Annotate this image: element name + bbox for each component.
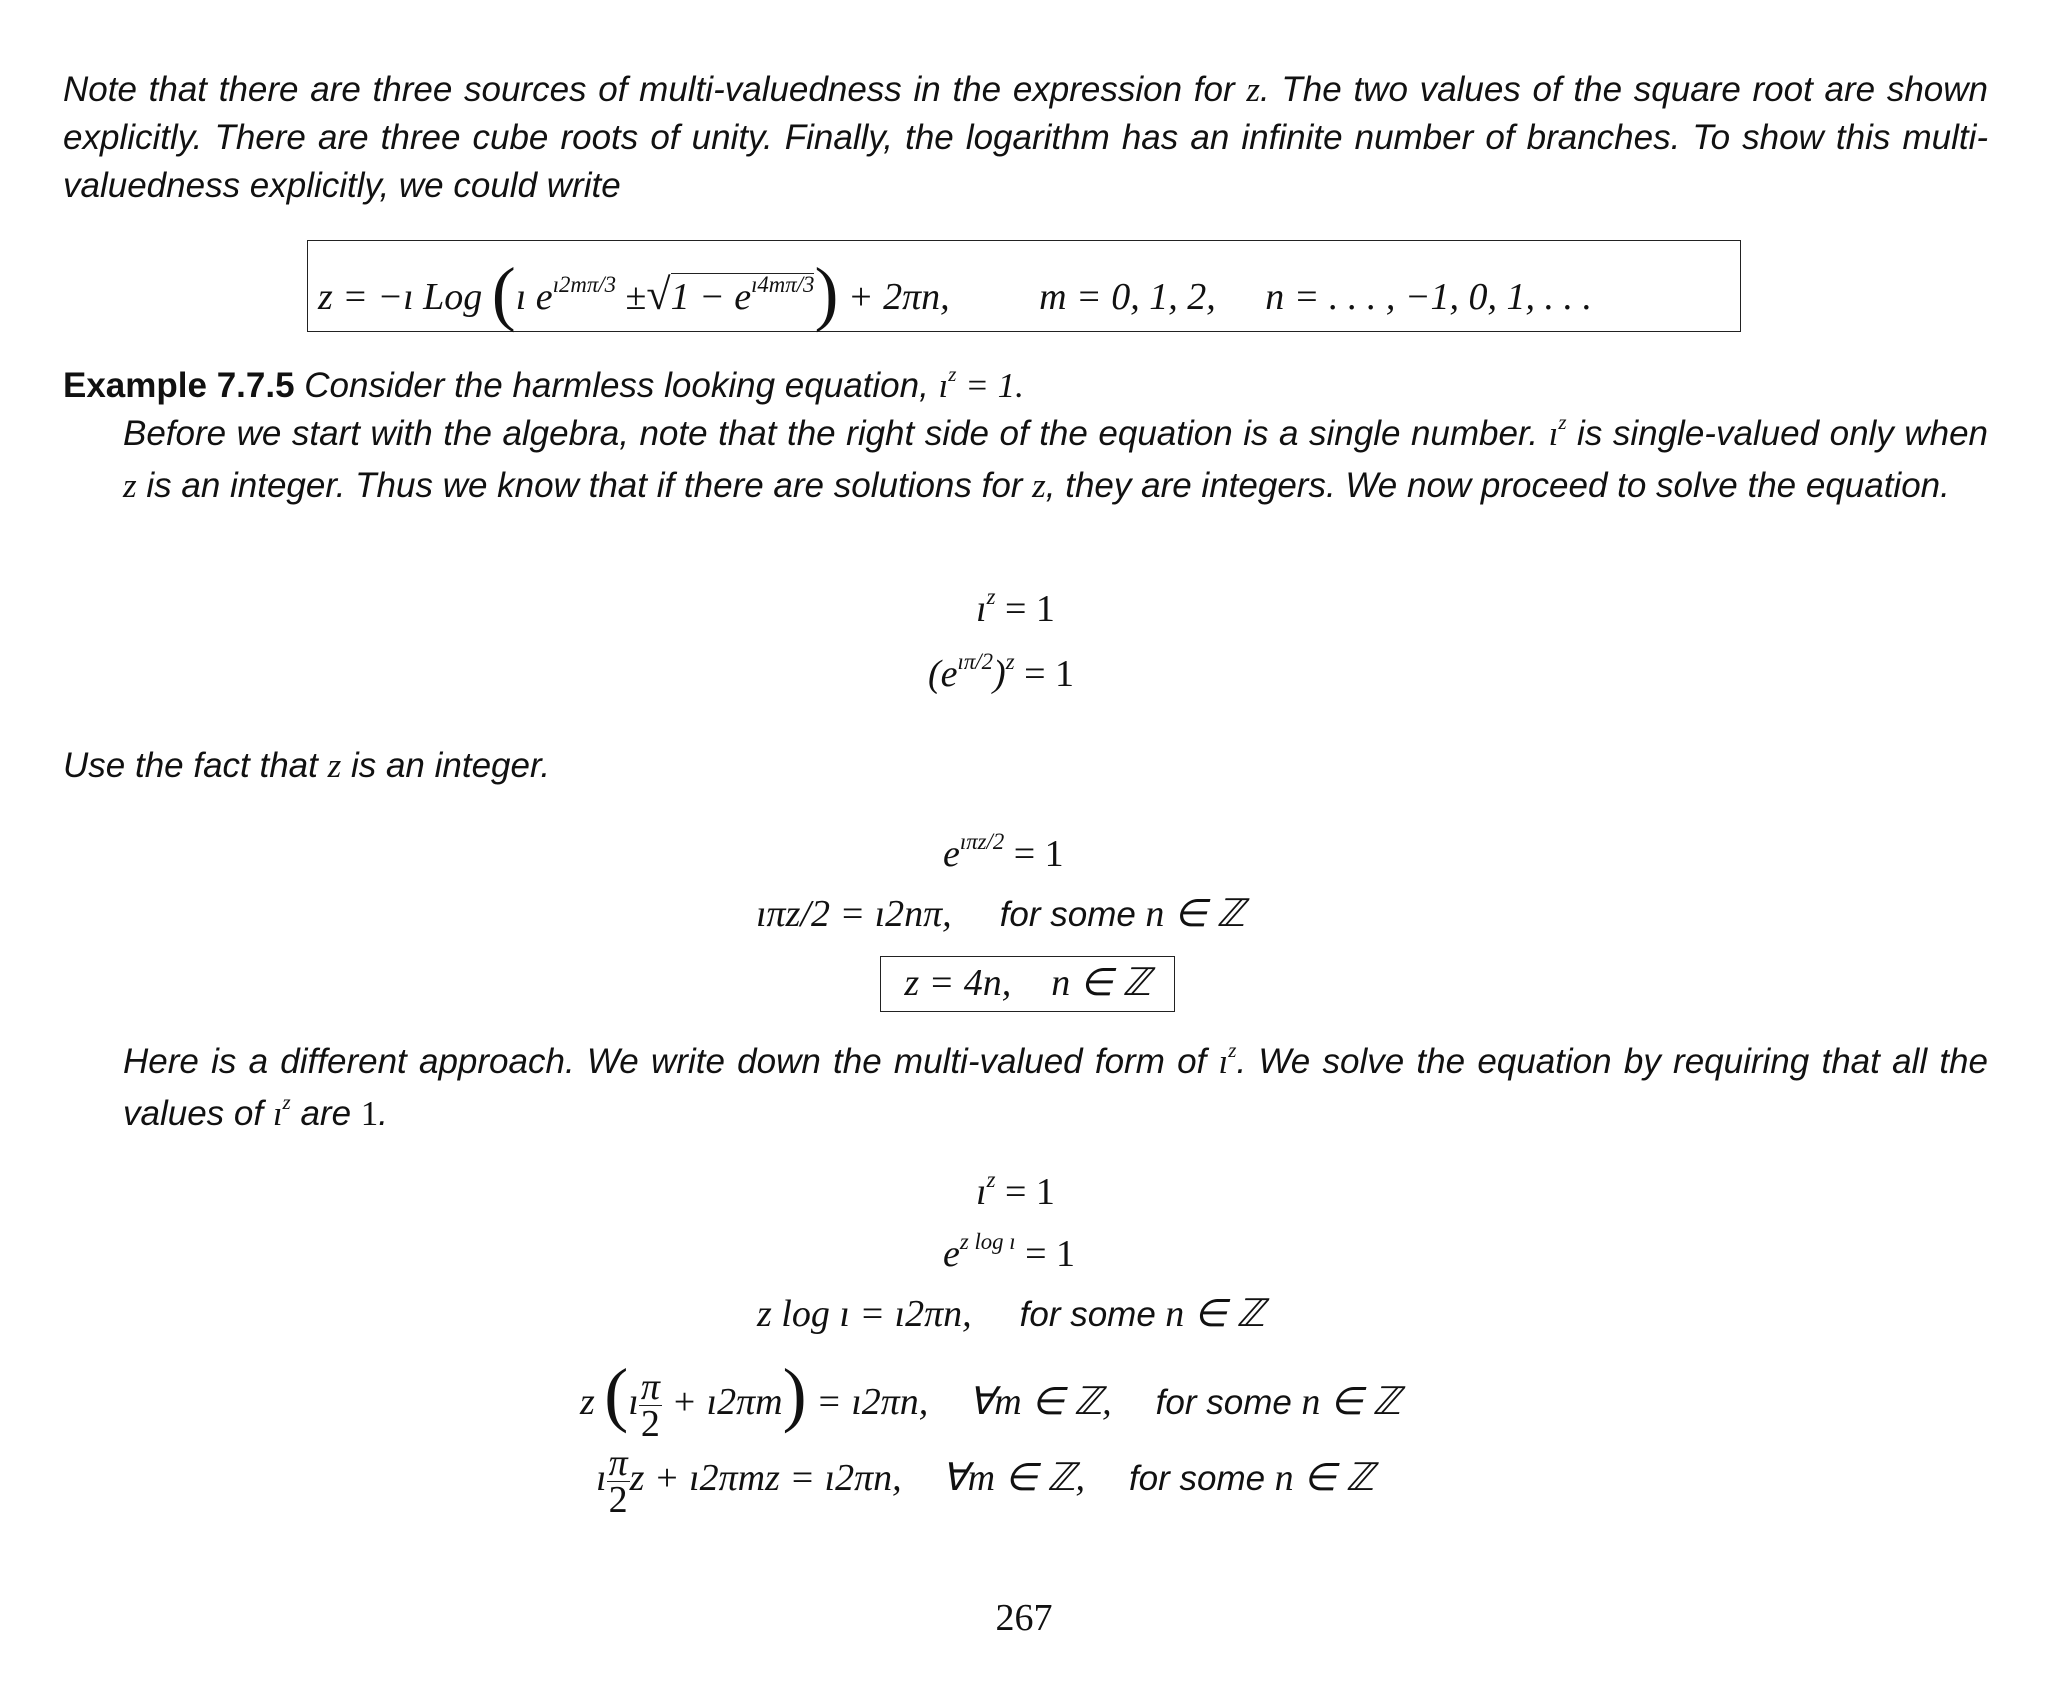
boxed-result: z = 4n, n ∈ ℤ [880, 956, 1175, 1012]
right-paren: ) [814, 253, 839, 333]
eq2-line2: ıπz/2 = ı2nπ, for some n ∈ ℤ [756, 893, 1245, 935]
example-statement: Example 7.7.5 Consider the harmless looking equation, $ı^z = 1$. [63, 362, 1024, 405]
eq3-line3: z log ı = ı2πn, for some n ∈ ℤ [757, 1293, 1265, 1335]
eq1-line2: $(e^{ı\pi/2})^z = 1$ [928, 648, 1074, 695]
m-range: m = 0, 1, 2, [1039, 276, 1216, 318]
eq2-line1: $e^{ı\pi z/2} = 1$ [943, 828, 1064, 875]
eq3-line5: ı $\frac{\pi}{2}$ z + ı2πmz = ı2πn, ∀m ∈ ℤ, for some n ∈ ℤ [596, 1441, 1375, 1521]
paragraph-4: Here is a different approach. We write down the multi-valued form of $ı^z$. We solve the equation by requiring that all the values of $ı^z$ are 1. [123, 1038, 1988, 1133]
formula-lhs: z = −ı Log [318, 276, 483, 318]
boxed-log-formula: z = −ı Log (ı $e^{ı2m\pi/3} \pm√1 - e^{ı4m\pi/3}) + 2\pi n$, m = 0, 1, 2, n = . . . , −1, 0, 1, . . . [307, 240, 1741, 332]
eq3-line2: $e^{z log ı} = 1$ [943, 1228, 1076, 1275]
intro-paragraph: Note that there are three sources of multi-valuedness in the expression for z. The two values of the square root are shown explicitly. There are three cube roots of unity. Finally, the logarithm has an infinite number of branches. To show this multi-valuedness explicitly, we could write [63, 70, 1988, 205]
left-paren: ( [491, 253, 516, 333]
n-range: n = . . . , −1, 0, 1, . . . [1265, 276, 1592, 318]
page-number: 267 [995, 1597, 1053, 1639]
eq3-line4: z (ı $\frac{\pi}{2}$ + ı2πm) = ı2πn, ∀m ∈ ℤ, for some n ∈ ℤ [580, 1354, 1401, 1445]
paragraph-2: Before we start with the algebra, note that the right side of the equation is a single number. $ı^z$ is single-valued only when z is an integer. Thus we know that if there are solutions for z, they are integers. We now proceed to solve the equation. [123, 410, 1988, 505]
eq1-line1: $ı^z = 1$ [976, 583, 1055, 630]
paragraph-3: Use the fact that z is an integer. [63, 746, 551, 785]
eq3-line1: $ı^z = 1$ [976, 1166, 1055, 1213]
example-label: Example 7.7.5 [63, 366, 295, 405]
sqrt-radicand: $1 - e^{ı4m\pi/3}$ [670, 271, 815, 318]
